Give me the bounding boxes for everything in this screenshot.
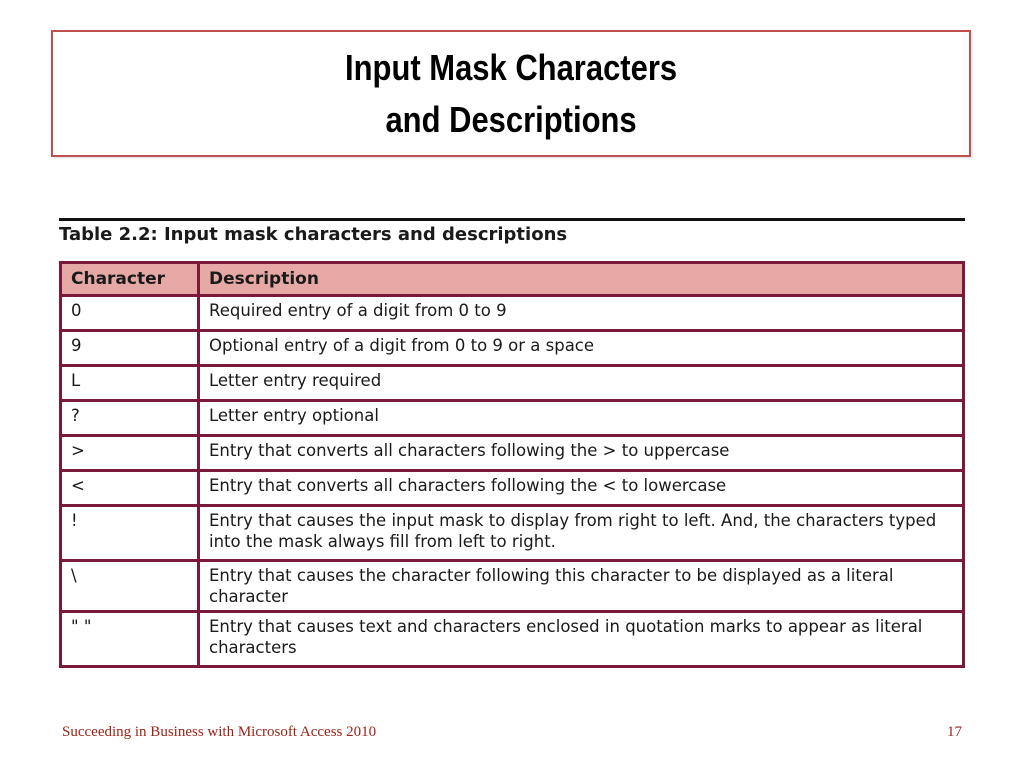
description-cell: Letter entry required: [199, 366, 964, 401]
table-row: [61, 331, 964, 366]
input-mask-table: [59, 261, 965, 668]
description-cell: Letter entry optional: [199, 401, 964, 436]
slide-title-box: [51, 30, 971, 157]
character-cell: L: [61, 366, 199, 401]
description-cell: Entry that causes text and characters enclosed in quotation marks to appear as literal characters: [209, 617, 923, 657]
description-cell: Optional entry of a digit from 0 to 9 or a space: [199, 331, 964, 366]
character-cell: 9: [61, 331, 199, 366]
table-row: [61, 436, 964, 471]
table-caption: Table 2.2: Input mask characters and descriptions: [59, 224, 568, 245]
table-row: [61, 471, 964, 506]
table-header-row: [61, 263, 964, 296]
slide-title-line-2: and Descriptions: [385, 98, 637, 140]
character-cell: !: [61, 506, 199, 561]
description-cell: Entry that causes the character following this character to be displayed as a literal character: [199, 561, 964, 612]
slide-title-line-1: Input Mask Characters: [344, 46, 678, 88]
slide-page-number: 17: [947, 724, 962, 740]
column-header-description: Description: [199, 263, 964, 296]
table-row: [61, 561, 964, 612]
table-row: [61, 612, 964, 667]
character-cell: ?: [61, 401, 199, 436]
table-row: [61, 296, 964, 331]
footer-book-title: Succeeding in Business with Microsoft Access 2010: [62, 724, 377, 740]
character-cell: >: [61, 436, 199, 471]
description-cell: Entry that converts all characters following the > to uppercase: [199, 436, 964, 471]
table-row: [61, 506, 964, 561]
character-cell: \: [61, 561, 199, 612]
column-header-character: Character: [61, 263, 199, 296]
description-cell: Entry that converts all characters following the < to lowercase: [199, 471, 964, 506]
description-cell: Required entry of a digit from 0 to 9: [199, 296, 964, 331]
table-top-rule: [59, 218, 965, 221]
character-cell: 0: [61, 296, 199, 331]
description-cell: Entry that causes the input mask to display from right to left. And, the characters typed into the mask always fill from left to right.: [199, 506, 964, 561]
character-cell: <: [61, 471, 199, 506]
table-row: [61, 366, 964, 401]
table-row: [61, 401, 964, 436]
character-cell: " ": [61, 612, 199, 667]
